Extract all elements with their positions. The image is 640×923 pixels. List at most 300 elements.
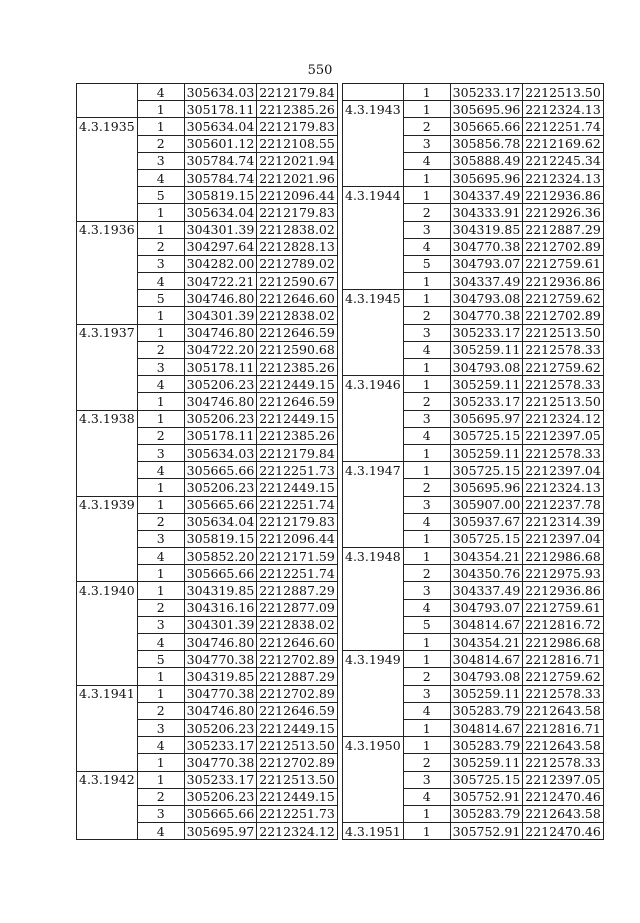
point-number-cell: 1 <box>137 307 184 324</box>
x-coordinate-cell: 305695.97 <box>450 410 523 427</box>
plot-id-cell: 4.3.1948 <box>343 548 404 565</box>
plot-id-cell <box>343 135 404 152</box>
x-coordinate-cell: 305695.97 <box>184 823 257 840</box>
point-number-cell: 5 <box>403 255 450 272</box>
plot-id-cell <box>343 324 404 341</box>
point-number-cell: 3 <box>403 685 450 702</box>
plot-id-cell <box>343 393 404 410</box>
plot-id-cell <box>77 651 138 668</box>
table-row <box>77 462 338 479</box>
point-number-cell: 1 <box>137 393 184 410</box>
x-coordinate-cell: 305259.11 <box>450 754 523 771</box>
y-coordinate-cell: 2212385.26 <box>257 101 338 118</box>
table-row <box>77 616 338 633</box>
y-coordinate-cell: 2212397.04 <box>523 462 604 479</box>
point-number-cell: 4 <box>137 84 184 101</box>
table-row <box>343 118 604 135</box>
plot-id-cell <box>343 444 404 461</box>
y-coordinate-cell: 2212324.13 <box>523 169 604 186</box>
point-number-cell: 5 <box>137 187 184 204</box>
plot-id-cell <box>343 668 404 685</box>
point-number-cell: 1 <box>403 359 450 376</box>
table-row <box>343 530 604 547</box>
table-row <box>77 805 338 822</box>
point-number-cell: 1 <box>403 651 450 668</box>
plot-id-cell <box>343 169 404 186</box>
x-coordinate-cell: 305665.66 <box>184 565 257 582</box>
y-coordinate-cell: 2212986.68 <box>523 548 604 565</box>
y-coordinate-cell: 2212449.15 <box>257 788 338 805</box>
y-coordinate-cell: 2212251.73 <box>257 805 338 822</box>
table-row <box>77 599 338 616</box>
y-coordinate-cell: 2212578.33 <box>523 341 604 358</box>
y-coordinate-cell: 2212578.33 <box>523 754 604 771</box>
table-row <box>343 513 604 530</box>
point-number-cell: 3 <box>403 135 450 152</box>
point-number-cell: 4 <box>403 427 450 444</box>
table-row <box>343 152 604 169</box>
plot-id-cell <box>77 290 138 307</box>
y-coordinate-cell: 2212169.62 <box>523 135 604 152</box>
plot-id-cell <box>77 169 138 186</box>
point-number-cell: 1 <box>403 169 450 186</box>
plot-id-cell <box>77 152 138 169</box>
plot-id-cell <box>77 668 138 685</box>
plot-id-cell <box>343 719 404 736</box>
plot-id-cell <box>343 238 404 255</box>
point-number-cell: 1 <box>137 582 184 599</box>
x-coordinate-cell: 305259.11 <box>450 341 523 358</box>
y-coordinate-cell: 2212838.02 <box>257 221 338 238</box>
table-row <box>77 685 338 702</box>
y-coordinate-cell: 2212324.12 <box>257 823 338 840</box>
table-row <box>77 548 338 565</box>
table-row <box>343 685 604 702</box>
y-coordinate-cell: 2212646.59 <box>257 393 338 410</box>
plot-id-cell <box>77 805 138 822</box>
table-row <box>77 101 338 118</box>
x-coordinate-cell: 305206.23 <box>184 719 257 736</box>
table-row <box>77 393 338 410</box>
y-coordinate-cell: 2212936.86 <box>523 187 604 204</box>
point-number-cell: 1 <box>403 548 450 565</box>
plot-id-cell <box>343 152 404 169</box>
table-row <box>343 255 604 272</box>
y-coordinate-cell: 2212759.62 <box>523 359 604 376</box>
x-coordinate-cell: 305283.79 <box>450 805 523 822</box>
y-coordinate-cell: 2212513.50 <box>257 737 338 754</box>
point-number-cell: 1 <box>403 290 450 307</box>
x-coordinate-cell: 305852.20 <box>184 548 257 565</box>
y-coordinate-cell: 2212643.58 <box>523 702 604 719</box>
y-coordinate-cell: 2212936.86 <box>523 582 604 599</box>
plot-id-cell: 4.3.1949 <box>343 651 404 668</box>
plot-id-cell <box>77 307 138 324</box>
table-row <box>77 530 338 547</box>
y-coordinate-cell: 2212449.15 <box>257 410 338 427</box>
point-number-cell: 4 <box>137 634 184 651</box>
y-coordinate-cell: 2212397.05 <box>523 771 604 788</box>
x-coordinate-cell: 304793.08 <box>450 359 523 376</box>
table-row <box>343 479 604 496</box>
table-row <box>343 290 604 307</box>
x-coordinate-cell: 305206.23 <box>184 376 257 393</box>
plot-id-cell <box>77 341 138 358</box>
y-coordinate-cell: 2212887.29 <box>257 668 338 685</box>
table-row <box>77 376 338 393</box>
plot-id-cell <box>343 513 404 530</box>
x-coordinate-cell: 305665.66 <box>184 805 257 822</box>
x-coordinate-cell: 305259.11 <box>450 444 523 461</box>
table-row <box>77 427 338 444</box>
table-row <box>343 238 604 255</box>
x-coordinate-cell: 305725.15 <box>450 427 523 444</box>
table-row <box>77 737 338 754</box>
x-coordinate-cell: 305856.78 <box>450 135 523 152</box>
point-number-cell: 4 <box>137 376 184 393</box>
x-coordinate-cell: 305907.00 <box>450 496 523 513</box>
point-number-cell: 1 <box>137 565 184 582</box>
y-coordinate-cell: 2212877.09 <box>257 599 338 616</box>
y-coordinate-cell: 2212171.59 <box>257 548 338 565</box>
y-coordinate-cell: 2212838.02 <box>257 307 338 324</box>
table-row <box>343 702 604 719</box>
point-number-cell: 2 <box>137 702 184 719</box>
x-coordinate-cell: 304793.07 <box>450 599 523 616</box>
y-coordinate-cell: 2212513.50 <box>523 393 604 410</box>
table-row <box>77 702 338 719</box>
plot-id-cell: 4.3.1938 <box>77 410 138 427</box>
point-number-cell: 1 <box>137 324 184 341</box>
table-row <box>77 187 338 204</box>
point-number-cell: 2 <box>403 565 450 582</box>
plot-id-cell <box>343 255 404 272</box>
point-number-cell: 4 <box>137 273 184 290</box>
plot-id-cell <box>77 255 138 272</box>
table-row <box>77 273 338 290</box>
point-number-cell: 5 <box>403 616 450 633</box>
y-coordinate-cell: 2212108.55 <box>257 135 338 152</box>
plot-id-cell <box>77 427 138 444</box>
y-coordinate-cell: 2212702.89 <box>257 685 338 702</box>
x-coordinate-cell: 305259.11 <box>450 685 523 702</box>
y-coordinate-cell: 2212759.62 <box>523 290 604 307</box>
point-number-cell: 4 <box>403 702 450 719</box>
plot-id-cell: 4.3.1941 <box>77 685 138 702</box>
table-row <box>77 513 338 530</box>
x-coordinate-cell: 305725.15 <box>450 462 523 479</box>
plot-id-cell <box>77 548 138 565</box>
plot-id-cell <box>343 84 404 101</box>
point-number-cell: 4 <box>403 152 450 169</box>
table-row <box>343 548 604 565</box>
table-row <box>77 651 338 668</box>
y-coordinate-cell: 2212590.68 <box>257 341 338 358</box>
point-number-cell: 3 <box>137 616 184 633</box>
y-coordinate-cell: 2212251.74 <box>523 118 604 135</box>
point-number-cell: 3 <box>137 719 184 736</box>
y-coordinate-cell: 2212470.46 <box>523 788 604 805</box>
table-row <box>343 823 604 840</box>
table-row <box>343 444 604 461</box>
y-coordinate-cell: 2212021.94 <box>257 152 338 169</box>
x-coordinate-cell: 305695.96 <box>450 479 523 496</box>
table-row <box>343 307 604 324</box>
x-coordinate-cell: 304337.49 <box>450 582 523 599</box>
y-coordinate-cell: 2212702.89 <box>257 651 338 668</box>
x-coordinate-cell: 305634.03 <box>184 84 257 101</box>
y-coordinate-cell: 2212975.93 <box>523 565 604 582</box>
x-coordinate-cell: 304746.80 <box>184 393 257 410</box>
y-coordinate-cell: 2212397.04 <box>523 530 604 547</box>
plot-id-cell <box>77 479 138 496</box>
point-number-cell: 1 <box>137 101 184 118</box>
y-coordinate-cell: 2212251.74 <box>257 496 338 513</box>
point-number-cell: 2 <box>137 135 184 152</box>
point-number-cell: 3 <box>137 530 184 547</box>
x-coordinate-cell: 305665.66 <box>450 118 523 135</box>
plot-id-cell <box>343 685 404 702</box>
point-number-cell: 3 <box>137 255 184 272</box>
point-number-cell: 4 <box>403 238 450 255</box>
y-coordinate-cell: 2212021.96 <box>257 169 338 186</box>
table-row <box>77 135 338 152</box>
table-row <box>343 599 604 616</box>
plot-id-cell <box>343 582 404 599</box>
plot-id-cell <box>343 634 404 651</box>
table-row <box>343 651 604 668</box>
point-number-cell: 2 <box>137 513 184 530</box>
y-coordinate-cell: 2212245.34 <box>523 152 604 169</box>
table-row <box>343 135 604 152</box>
point-number-cell: 1 <box>137 204 184 221</box>
point-number-cell: 1 <box>403 462 450 479</box>
x-coordinate-cell: 304793.08 <box>450 668 523 685</box>
plot-id-cell <box>77 754 138 771</box>
point-number-cell: 3 <box>403 221 450 238</box>
y-coordinate-cell: 2212179.83 <box>257 118 338 135</box>
point-number-cell: 3 <box>403 582 450 599</box>
x-coordinate-cell: 305233.17 <box>184 771 257 788</box>
plot-id-cell <box>77 616 138 633</box>
y-coordinate-cell: 2212816.71 <box>523 719 604 736</box>
point-number-cell: 1 <box>137 754 184 771</box>
table-row <box>77 410 338 427</box>
x-coordinate-cell: 304814.67 <box>450 651 523 668</box>
plot-id-cell <box>77 719 138 736</box>
y-coordinate-cell: 2212702.89 <box>257 754 338 771</box>
point-number-cell: 4 <box>403 341 450 358</box>
y-coordinate-cell: 2212936.86 <box>523 273 604 290</box>
y-coordinate-cell: 2212828.13 <box>257 238 338 255</box>
point-number-cell: 2 <box>403 118 450 135</box>
point-number-cell: 2 <box>403 754 450 771</box>
y-coordinate-cell: 2212816.72 <box>523 616 604 633</box>
point-number-cell: 2 <box>137 788 184 805</box>
x-coordinate-cell: 304354.21 <box>450 634 523 651</box>
table-row <box>77 307 338 324</box>
x-coordinate-cell: 304337.49 <box>450 273 523 290</box>
x-coordinate-cell: 304793.07 <box>450 255 523 272</box>
plot-id-cell <box>77 273 138 290</box>
point-number-cell: 1 <box>137 496 184 513</box>
point-number-cell: 1 <box>403 84 450 101</box>
y-coordinate-cell: 2212887.29 <box>257 582 338 599</box>
y-coordinate-cell: 2212237.78 <box>523 496 604 513</box>
table-row <box>343 204 604 221</box>
y-coordinate-cell: 2212759.62 <box>523 668 604 685</box>
point-number-cell: 1 <box>137 771 184 788</box>
x-coordinate-cell: 304297.64 <box>184 238 257 255</box>
point-number-cell: 2 <box>403 668 450 685</box>
y-coordinate-cell: 2212646.60 <box>257 634 338 651</box>
x-coordinate-cell: 305259.11 <box>450 376 523 393</box>
y-coordinate-cell: 2212513.50 <box>523 84 604 101</box>
y-coordinate-cell: 2212251.73 <box>257 462 338 479</box>
plot-id-cell <box>343 273 404 290</box>
table-row <box>343 582 604 599</box>
y-coordinate-cell: 2212449.15 <box>257 376 338 393</box>
y-coordinate-cell: 2212179.83 <box>257 204 338 221</box>
table-row <box>77 771 338 788</box>
y-coordinate-cell: 2212324.12 <box>523 410 604 427</box>
plot-id-cell: 4.3.1946 <box>343 376 404 393</box>
page-number: 550 <box>307 63 333 78</box>
table-row <box>77 496 338 513</box>
x-coordinate-cell: 305752.91 <box>450 823 523 840</box>
x-coordinate-cell: 305634.04 <box>184 118 257 135</box>
table-row <box>77 204 338 221</box>
plot-id-cell: 4.3.1943 <box>343 101 404 118</box>
table-row <box>77 118 338 135</box>
x-coordinate-cell: 304350.76 <box>450 565 523 582</box>
plot-id-cell <box>343 359 404 376</box>
table-row <box>343 788 604 805</box>
x-coordinate-cell: 304319.85 <box>450 221 523 238</box>
x-coordinate-cell: 305178.11 <box>184 427 257 444</box>
point-number-cell: 2 <box>403 393 450 410</box>
point-number-cell: 1 <box>137 410 184 427</box>
table-row <box>343 668 604 685</box>
point-number-cell: 1 <box>403 101 450 118</box>
table-row <box>77 255 338 272</box>
y-coordinate-cell: 2212578.33 <box>523 685 604 702</box>
table-row <box>343 737 604 754</box>
y-coordinate-cell: 2212096.44 <box>257 187 338 204</box>
y-coordinate-cell: 2212179.84 <box>257 84 338 101</box>
point-number-cell: 3 <box>137 805 184 822</box>
x-coordinate-cell: 305283.79 <box>450 737 523 754</box>
table-row <box>343 462 604 479</box>
x-coordinate-cell: 305178.11 <box>184 101 257 118</box>
y-coordinate-cell: 2212590.67 <box>257 273 338 290</box>
x-coordinate-cell: 304333.91 <box>450 204 523 221</box>
plot-id-cell <box>343 702 404 719</box>
y-coordinate-cell: 2212926.36 <box>523 204 604 221</box>
point-number-cell: 4 <box>137 169 184 186</box>
plot-id-cell <box>343 479 404 496</box>
point-number-cell: 1 <box>403 187 450 204</box>
plot-id-cell <box>77 513 138 530</box>
plot-id-cell <box>343 307 404 324</box>
x-coordinate-cell: 304746.80 <box>184 290 257 307</box>
point-number-cell: 1 <box>403 737 450 754</box>
y-coordinate-cell: 2212513.50 <box>257 771 338 788</box>
x-coordinate-cell: 305819.15 <box>184 530 257 547</box>
x-coordinate-cell: 305233.17 <box>184 737 257 754</box>
plot-id-cell <box>343 754 404 771</box>
table-row <box>77 359 338 376</box>
y-coordinate-cell: 2212179.83 <box>257 513 338 530</box>
point-number-cell: 1 <box>403 376 450 393</box>
y-coordinate-cell: 2212578.33 <box>523 444 604 461</box>
table-row <box>343 427 604 444</box>
x-coordinate-cell: 305233.17 <box>450 84 523 101</box>
y-coordinate-cell: 2212887.29 <box>523 221 604 238</box>
point-number-cell: 4 <box>403 599 450 616</box>
y-coordinate-cell: 2212096.44 <box>257 530 338 547</box>
x-coordinate-cell: 304319.85 <box>184 582 257 599</box>
table-row <box>77 324 338 341</box>
y-coordinate-cell: 2212643.58 <box>523 737 604 754</box>
table-row <box>77 169 338 186</box>
y-coordinate-cell: 2212789.02 <box>257 255 338 272</box>
plot-id-cell <box>343 427 404 444</box>
table-row <box>77 634 338 651</box>
plot-id-cell <box>77 393 138 410</box>
table-row <box>77 582 338 599</box>
x-coordinate-cell: 305819.15 <box>184 187 257 204</box>
y-coordinate-cell: 2212816.71 <box>523 651 604 668</box>
table-row <box>343 341 604 358</box>
plot-id-cell <box>77 634 138 651</box>
point-number-cell: 2 <box>403 204 450 221</box>
plot-id-cell: 4.3.1944 <box>343 187 404 204</box>
x-coordinate-cell: 304770.38 <box>450 307 523 324</box>
y-coordinate-cell: 2212702.89 <box>523 238 604 255</box>
x-coordinate-cell: 304722.20 <box>184 341 257 358</box>
x-coordinate-cell: 304301.39 <box>184 616 257 633</box>
y-coordinate-cell: 2212449.15 <box>257 479 338 496</box>
point-number-cell: 3 <box>403 410 450 427</box>
x-coordinate-cell: 304770.38 <box>450 238 523 255</box>
x-coordinate-cell: 304319.85 <box>184 668 257 685</box>
point-number-cell: 1 <box>403 719 450 736</box>
plot-id-cell: 4.3.1945 <box>343 290 404 307</box>
y-coordinate-cell: 2212324.13 <box>523 101 604 118</box>
point-number-cell: 4 <box>137 737 184 754</box>
point-number-cell: 4 <box>403 513 450 530</box>
table-row <box>77 565 338 582</box>
plot-id-cell <box>77 135 138 152</box>
x-coordinate-cell: 305888.49 <box>450 152 523 169</box>
point-number-cell: 1 <box>137 118 184 135</box>
table-row <box>343 376 604 393</box>
table-row <box>343 616 604 633</box>
table-row <box>343 187 604 204</box>
table-row <box>343 771 604 788</box>
table-row <box>343 754 604 771</box>
y-coordinate-cell: 2212643.58 <box>523 805 604 822</box>
plot-id-cell <box>343 496 404 513</box>
plot-id-cell <box>77 204 138 221</box>
x-coordinate-cell: 305178.11 <box>184 359 257 376</box>
table-row <box>343 169 604 186</box>
x-coordinate-cell: 305937.67 <box>450 513 523 530</box>
y-coordinate-cell: 2212449.15 <box>257 719 338 736</box>
plot-id-cell <box>77 599 138 616</box>
y-coordinate-cell: 2212646.60 <box>257 290 338 307</box>
